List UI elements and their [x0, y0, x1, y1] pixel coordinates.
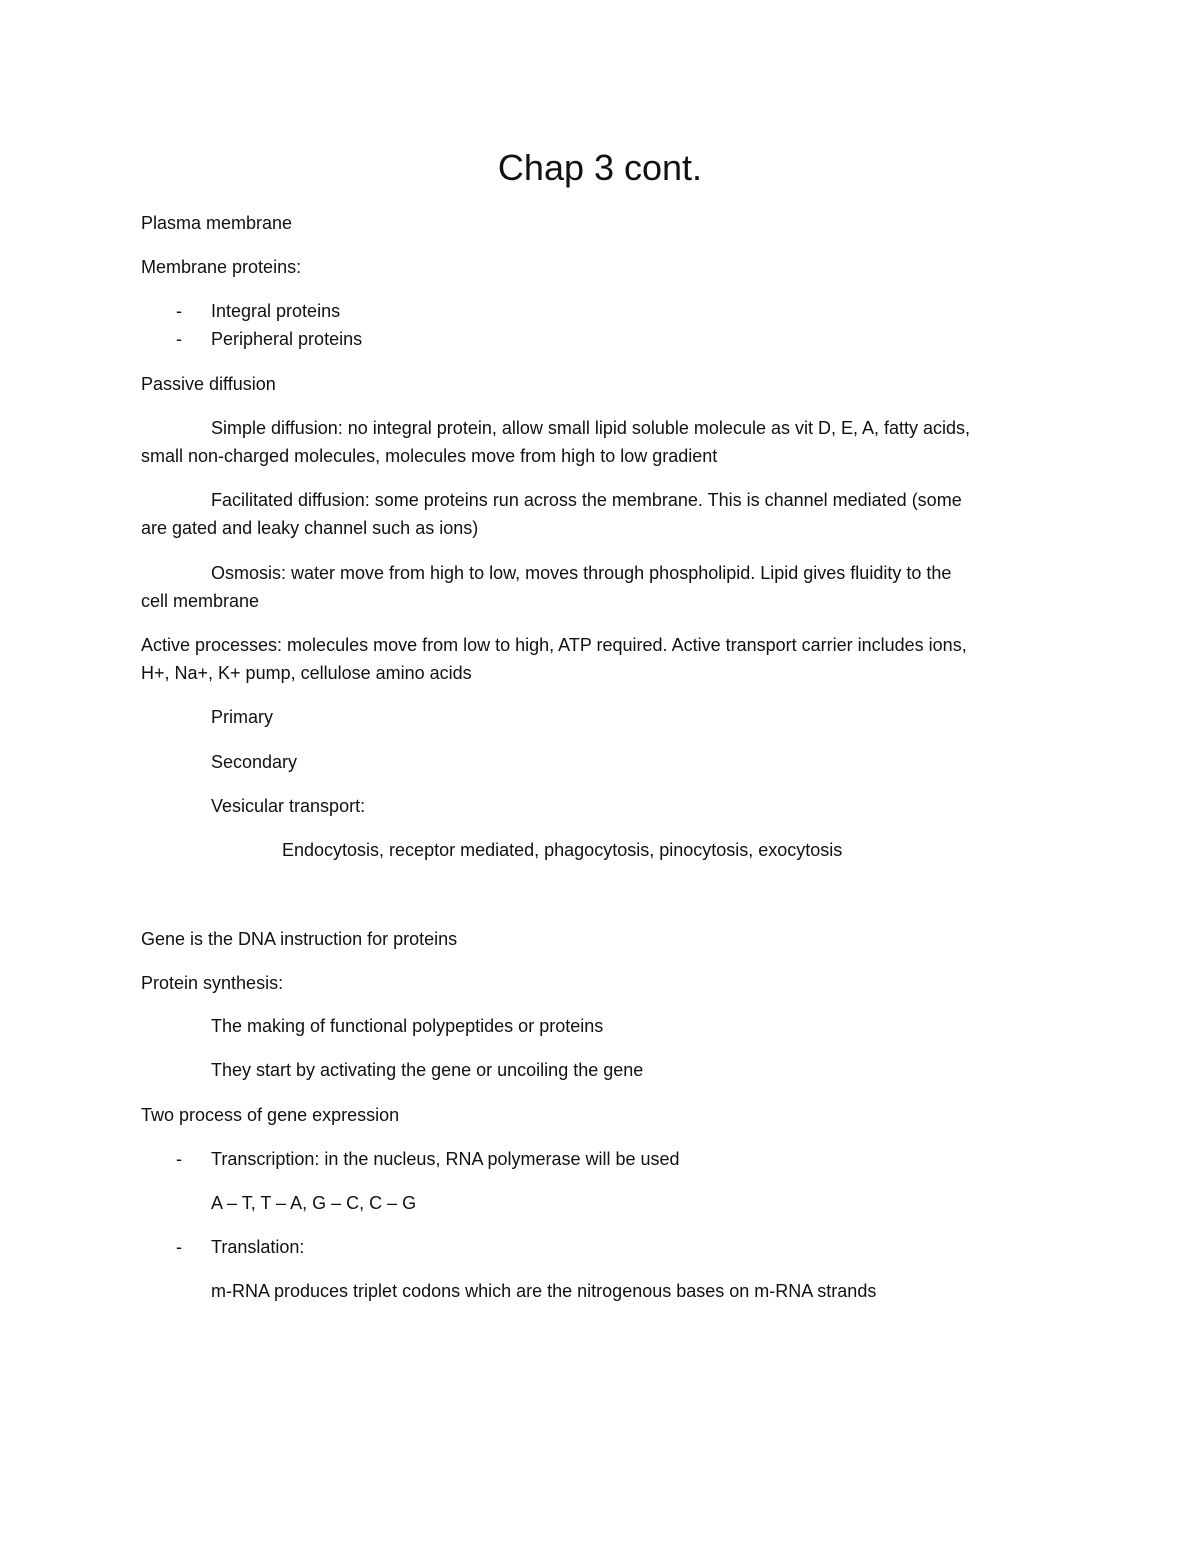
item-making-polypeptides: The making of functional polypeptides or proteins — [211, 1016, 604, 1036]
paragraph-osmosis-line-1: Osmosis: water move from high to low, moves through phospholipid. Lipid gives fluidity to the — [211, 563, 952, 583]
item-base-pairs: A – T, T – A, G – C, C – G — [211, 1193, 417, 1213]
item-vesicular-transport: Vesicular transport: — [211, 796, 366, 816]
item-endocytosis-types: Endocytosis, receptor mediated, phagocytosis, pinocytosis, exocytosis — [282, 840, 843, 860]
page-title: Chap 3 cont. — [497, 147, 703, 188]
paragraph-active-processes-line-2: H+, Na+, K+ pump, cellulose amino acids — [141, 663, 472, 683]
paragraph-simple-diffusion-line-2: small non-charged molecules, molecules move from high to low gradient — [141, 446, 718, 466]
bullet-dash: - — [176, 1149, 182, 1169]
bullet-dash: - — [176, 301, 182, 321]
heading-plasma-membrane: Plasma membrane — [141, 213, 293, 233]
paragraph-active-processes-line-1: Active processes: molecules move from low to high, ATP required. Active transport carrier includes ions, — [141, 635, 967, 655]
paragraph-osmosis-line-2: cell membrane — [141, 591, 260, 611]
bullet-dash: - — [176, 1237, 182, 1257]
paragraph-facilitated-diffusion-line-1: Facilitated diffusion: some proteins run across the membrane. This is channel mediated (some — [211, 490, 962, 510]
list-item-translation: Translation: — [211, 1237, 305, 1257]
heading-protein-synthesis: Protein synthesis: — [141, 973, 284, 993]
paragraph-gene-definition: Gene is the DNA instruction for proteins — [141, 929, 458, 949]
paragraph-simple-diffusion-line-1: Simple diffusion: no integral protein, allow small lipid soluble molecule as vit D, E, A, fatty acids, — [211, 418, 971, 438]
item-activating-gene: They start by activating the gene or uncoiling the gene — [211, 1060, 644, 1080]
heading-membrane-proteins: Membrane proteins: — [141, 257, 302, 277]
heading-passive-diffusion: Passive diffusion — [141, 374, 276, 394]
list-item-integral-proteins: Integral proteins — [211, 301, 341, 321]
item-primary: Primary — [211, 707, 273, 727]
list-item-peripheral-proteins: Peripheral proteins — [211, 329, 363, 349]
heading-two-process: Two process of gene expression — [141, 1105, 400, 1125]
item-mrna-codons: m-RNA produces triplet codons which are the nitrogenous bases on m-RNA strands — [211, 1281, 877, 1301]
list-item-transcription: Transcription: in the nucleus, RNA polymerase will be used — [211, 1149, 680, 1169]
paragraph-facilitated-diffusion-line-2: are gated and leaky channel such as ions) — [141, 518, 479, 538]
item-secondary: Secondary — [211, 752, 298, 772]
bullet-dash: - — [176, 329, 182, 349]
